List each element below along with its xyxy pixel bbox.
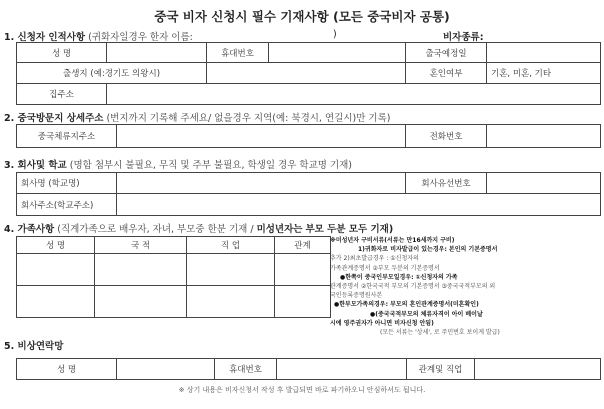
emergency-relation-field[interactable]: [475, 359, 601, 380]
section-3-title: 3. 회사및 학교: [4, 160, 67, 171]
section-3-heading: [4, 157, 352, 171]
china-address-label: 중국체류지주소: [17, 125, 117, 148]
note-line: 시에 영주권자가 아니면 비자신청 안됨): [330, 319, 434, 327]
section-4-title: 4. 가족사항: [4, 224, 55, 235]
minor-documents-note: [330, 236, 598, 348]
departure-label: 출국예정일: [406, 43, 487, 63]
china-phone-field[interactable]: [487, 125, 601, 148]
china-phone-label: 전화번호: [406, 125, 487, 148]
note-line: 국인등록증명원사본: [330, 292, 383, 300]
china-address-field[interactable]: [117, 125, 406, 148]
footer-note: ※ 상기 내용은 비자신청서 작성 후 발급되면 바로 파기하오니 안심하셔도 됩니다.: [178, 386, 426, 394]
family-row: [17, 286, 331, 318]
section-4-minor-rest: 부모 두분 모두 기재): [305, 224, 394, 235]
emergency-relation-label: 관계및 직업: [407, 359, 475, 380]
note-line: 가족관계증명서 ②부모 두분의 기본증명서: [330, 264, 440, 272]
birthplace-label-text: 출생지: [62, 69, 88, 79]
emergency-table: [16, 358, 601, 380]
china-address-table: [16, 124, 601, 148]
section-5-title: 5. 비상연락망: [4, 341, 64, 352]
note-line: ●(중국국적부모의 체류자격이 아이 베이날: [370, 310, 483, 318]
marital-label: 혼인여부: [406, 63, 487, 84]
family-cell[interactable]: [275, 286, 331, 318]
family-col-nationality: 국 적: [95, 237, 187, 254]
marital-options[interactable]: 기혼, 미혼, 기타: [487, 63, 601, 84]
section-2-note: (번지까지 기록해 주세요/ 없을경우 지역(예: 북경시, 연길시)만 기록): [106, 113, 391, 124]
company-table: [16, 172, 601, 216]
family-cell[interactable]: [95, 254, 187, 286]
family-row: [17, 254, 331, 286]
section-4-note: (직계가족으로 배우자, 자녀, 부모중 한분 기재 /: [57, 224, 254, 235]
mobile-label: 휴대번호: [207, 43, 269, 63]
section-4-heading: [4, 221, 393, 235]
note-line: (모든 서류는 '상세', 로 주민번호 보이게 발급): [380, 329, 500, 337]
note-line: ●한쪽이 중국인부모일경우: ①신청자의 가족: [340, 273, 458, 281]
note-line: ※미성년자 구비서류(서류는 만16세까지 구비): [330, 237, 455, 244]
section-1-note: (귀화자일경우 한자 이름:: [88, 32, 193, 43]
emergency-mobile-label: 휴대번호: [215, 359, 277, 380]
emergency-name-field[interactable]: [117, 359, 215, 380]
name-label: 성 명: [17, 43, 107, 63]
company-label: 회사명 (학교명): [17, 173, 117, 194]
family-cell[interactable]: [275, 254, 331, 286]
company-phone-label: 회사유선번호: [406, 173, 487, 194]
form-title: 중국 비자 신청시 필수 기재사항 (모든 중국비자 공통): [154, 9, 450, 24]
family-col-relation: 관계: [275, 237, 331, 254]
family-table: [16, 236, 331, 318]
section-1-title: 1. 신청자 인적사항: [4, 32, 86, 43]
hanja-close-paren: ): [333, 29, 337, 40]
company-address-label: 회사주소(학교주소): [17, 194, 117, 216]
departure-field[interactable]: [487, 43, 601, 63]
visa-type-label: 비자종류:: [443, 32, 484, 43]
company-phone-field[interactable]: [487, 173, 601, 194]
emergency-mobile-field[interactable]: [277, 359, 407, 380]
note-line: 추가 2)최초발급경우 : ①신청자의: [330, 255, 419, 263]
company-field[interactable]: [117, 173, 406, 194]
birthplace-label: [17, 63, 207, 84]
home-label: 집주소: [17, 84, 107, 105]
birthplace-field[interactable]: [207, 63, 406, 84]
family-cell[interactable]: [95, 286, 187, 318]
note-line: 1)귀화자로 비자발급이 있는경우: 본인의 기본증명서: [358, 246, 498, 254]
note-line: 관계증명서 ②한국국적 부모의 기본증명서 ③중국국적부모의 외: [330, 283, 496, 291]
family-cell[interactable]: [187, 254, 275, 286]
family-col-name: 성 명: [17, 237, 95, 254]
family-col-job: 직 업: [187, 237, 275, 254]
section-2-heading: [4, 110, 390, 124]
home-field[interactable]: [107, 84, 601, 105]
section-5-heading: [4, 338, 63, 352]
section-2-title: 2. 중국방문지 상세주소: [4, 113, 104, 124]
company-address-field[interactable]: [117, 194, 601, 216]
section-1-heading: [4, 29, 193, 43]
section-3-note: (명함 첨부시 불필요, 무직 및 주부 불필요, 학생일 경우 학교명 기재): [69, 160, 353, 171]
emergency-name-label: 성 명: [17, 359, 117, 380]
note-line: ●한부모가족의경우: 부모의 혼인관계증명서(미혼확인): [334, 301, 479, 309]
applicant-table: [16, 42, 601, 105]
birthplace-hint: (예:경기도 의왕시): [90, 69, 161, 79]
family-cell[interactable]: [17, 254, 95, 286]
family-cell[interactable]: [17, 286, 95, 318]
mobile-field[interactable]: [269, 43, 406, 63]
family-cell[interactable]: [187, 286, 275, 318]
section-4-minor: 미성년자는: [256, 224, 303, 235]
name-field[interactable]: [107, 43, 207, 63]
